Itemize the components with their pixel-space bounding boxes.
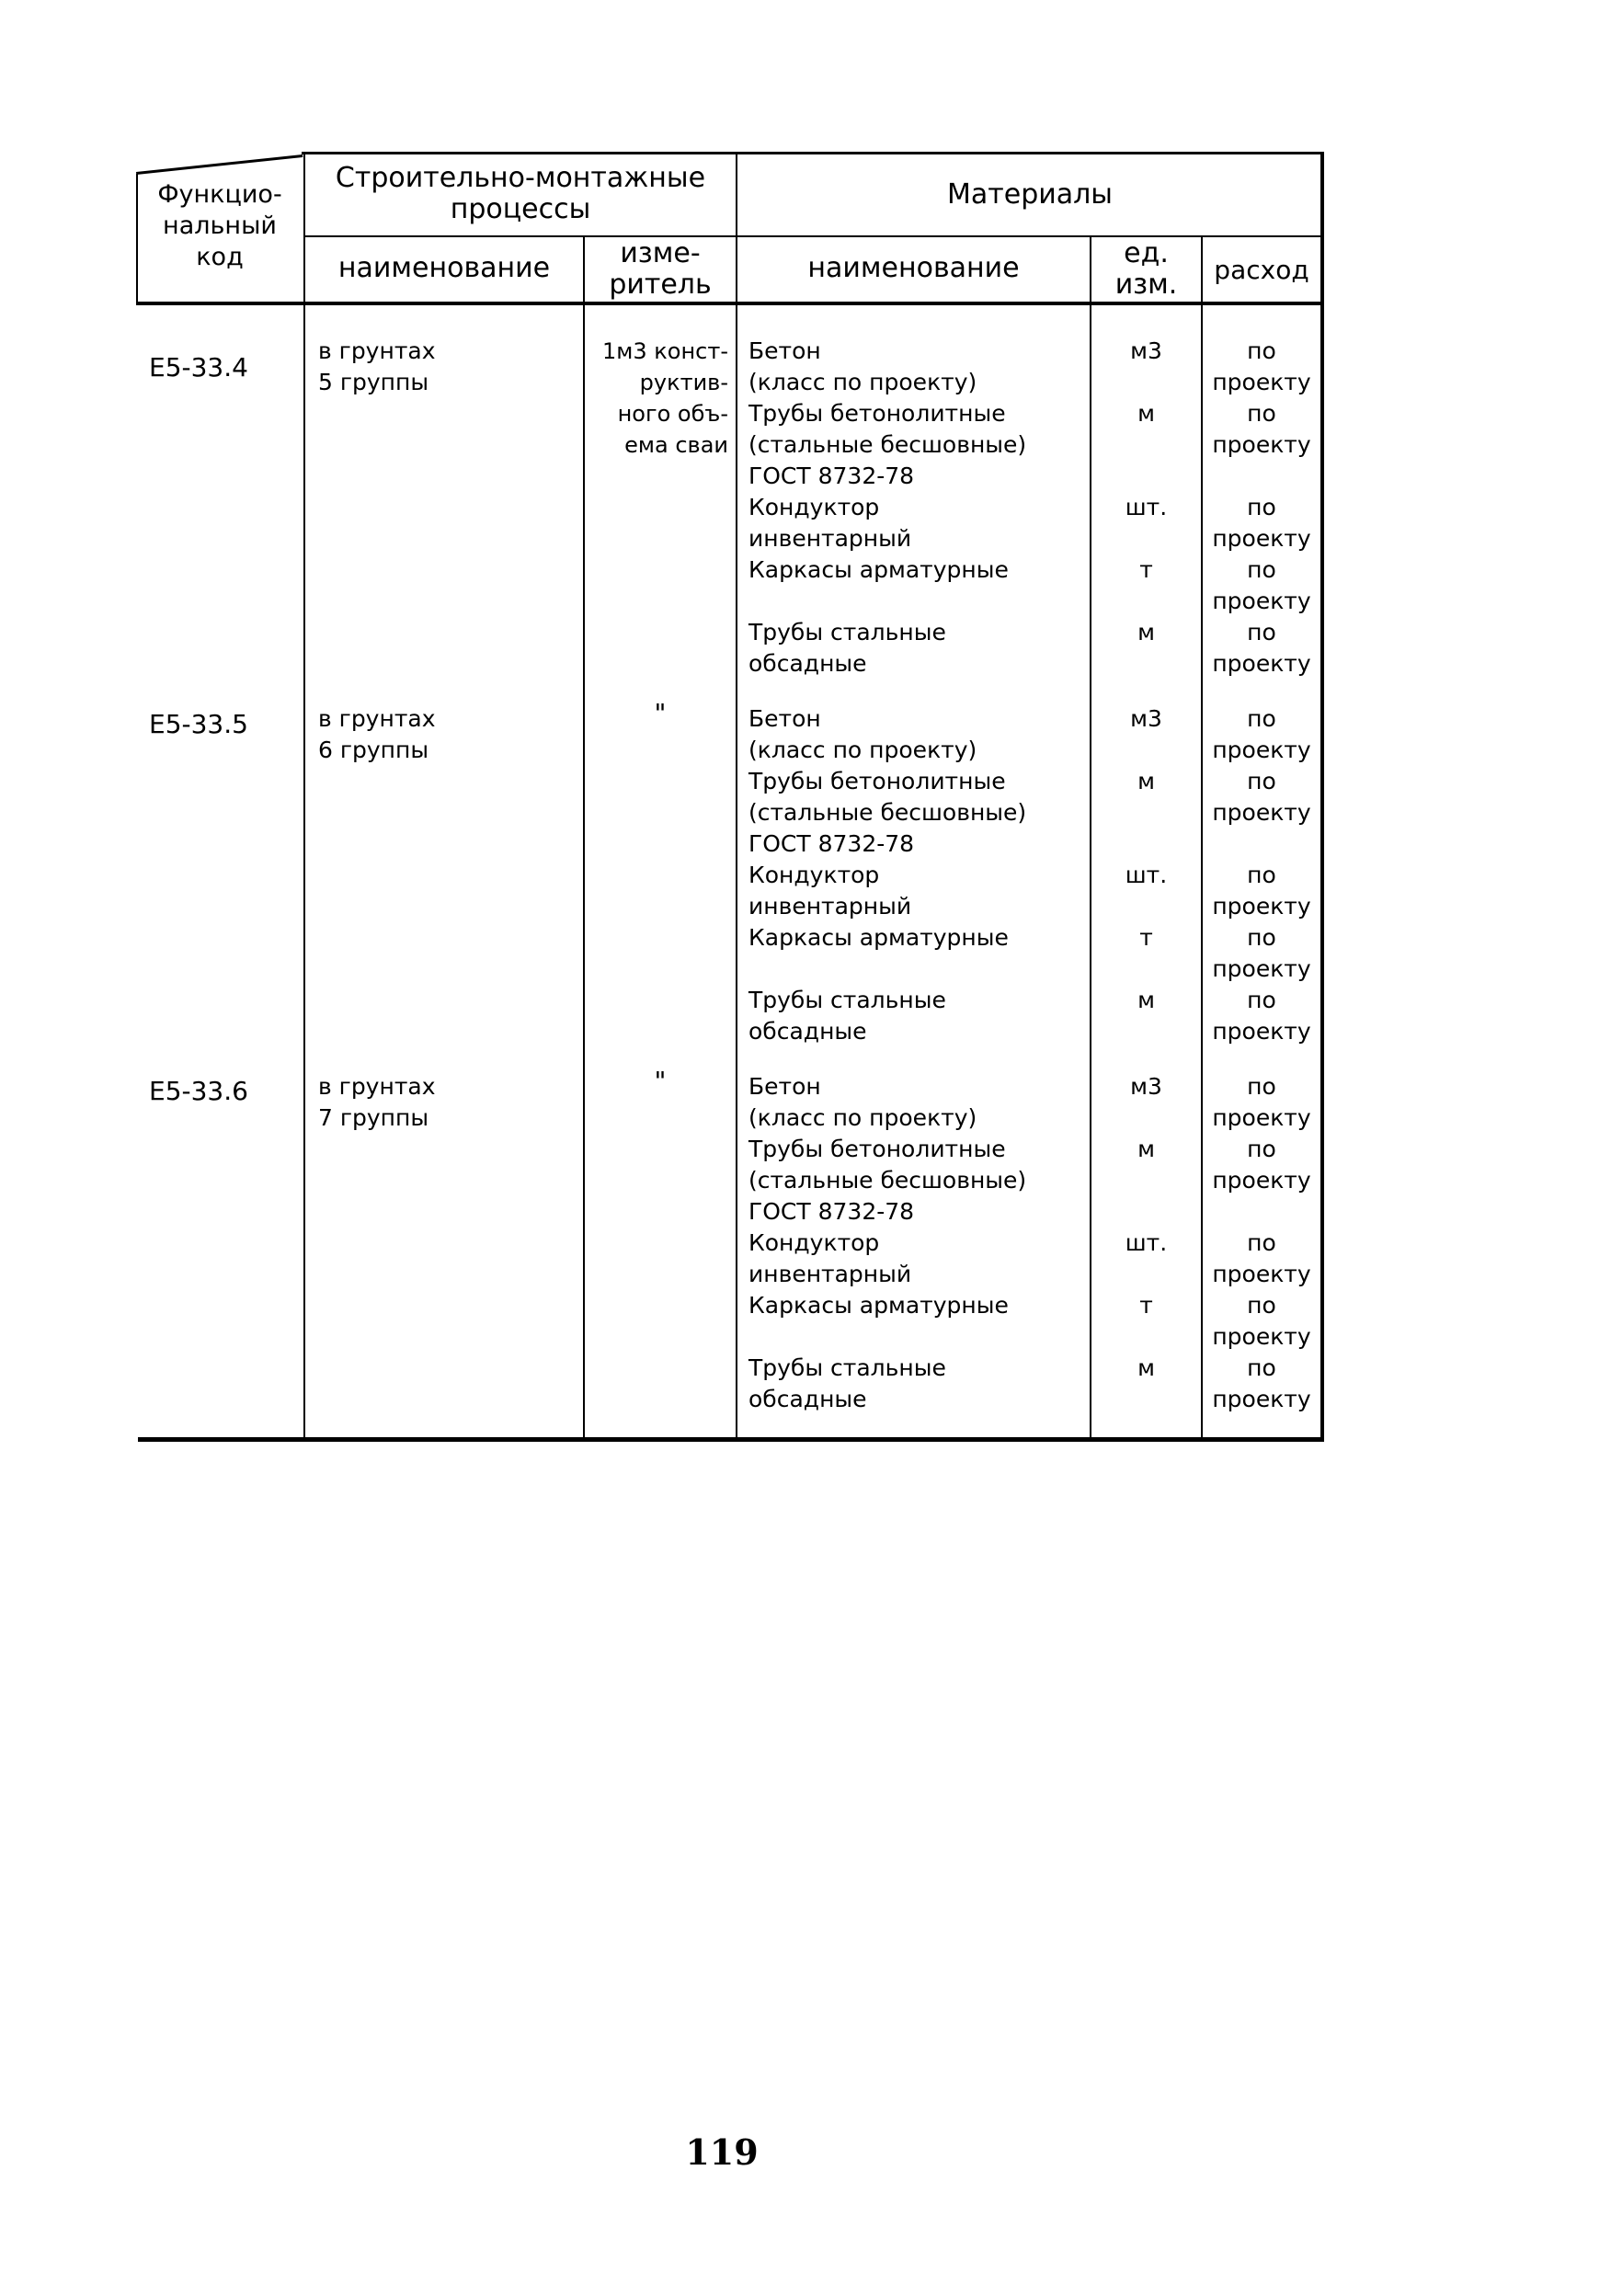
row-unit: " bbox=[654, 698, 667, 728]
row-materials: Бетон (класс по проекту) Трубы бетонолитные (стальные бесшовные) ГОСТ 8732-78 Кондуктор инвентарный Каркасы арматурные Трубы стальные обсадные bbox=[748, 1073, 1027, 1412]
norms-table bbox=[136, 152, 1324, 1441]
row-unit: 1м3 конст- руктив- ного объ- ема сваи bbox=[602, 338, 728, 458]
mat-consumption-header: расход bbox=[1214, 255, 1309, 285]
row-code: Е5-33.4 bbox=[149, 352, 248, 383]
row-process: в грунтах 6 группы bbox=[318, 705, 436, 763]
proc-unit-header: изме- ритель bbox=[609, 237, 712, 301]
row-code: Е5-33.6 bbox=[149, 1076, 248, 1106]
func-code-header: Функцио- нальный код bbox=[157, 180, 282, 271]
bottom-border bbox=[138, 1437, 1324, 1442]
col-divider-1 bbox=[303, 152, 305, 1442]
row-code: Е5-33.5 bbox=[149, 709, 248, 739]
row-consumption: по проекту по проекту по проекту по проекту по проекту bbox=[1212, 705, 1311, 1045]
row-consumption: по проекту по проекту по проекту по проекту по проекту bbox=[1212, 337, 1311, 677]
top-border bbox=[302, 152, 1324, 154]
row-units: м3 м шт. т м bbox=[1125, 337, 1168, 645]
processes-header: Строительно-монтажные процессы bbox=[335, 162, 706, 225]
proc-name-header: наименование bbox=[337, 252, 551, 284]
page-number: 119 bbox=[685, 2131, 759, 2173]
header-midline bbox=[303, 235, 1324, 237]
materials-header: Материалы bbox=[947, 178, 1113, 211]
row-unit: " bbox=[654, 1066, 667, 1096]
row-process: в грунтах 5 группы bbox=[318, 337, 436, 395]
row-units: м3 м шт. т м bbox=[1125, 1073, 1168, 1381]
mat-name-header: наименование bbox=[807, 252, 1020, 284]
row-materials: Бетон (класс по проекту) Трубы бетонолитные (стальные бесшовные) ГОСТ 8732-78 Кондуктор инвентарный Каркасы арматурные Трубы стальные обсадные bbox=[748, 705, 1027, 1045]
row-consumption: по проекту по проекту по проекту по проекту по проекту bbox=[1212, 1073, 1311, 1412]
row-units: м3 м шт. т м bbox=[1125, 705, 1168, 1013]
top-left-border bbox=[136, 154, 303, 175]
col-divider-3 bbox=[736, 152, 737, 1442]
row-materials: Бетон (класс по проекту) Трубы бетонолитные (стальные бесшовные) ГОСТ 8732-78 Кондуктор инвентарный Каркасы арматурные Трубы стальные обсадные bbox=[748, 337, 1027, 677]
row-process: в грунтах 7 группы bbox=[318, 1073, 436, 1131]
header-bottom-border bbox=[136, 302, 1324, 305]
mat-unit-header: ед. изм. bbox=[1114, 237, 1178, 301]
right-border bbox=[1320, 152, 1324, 1442]
